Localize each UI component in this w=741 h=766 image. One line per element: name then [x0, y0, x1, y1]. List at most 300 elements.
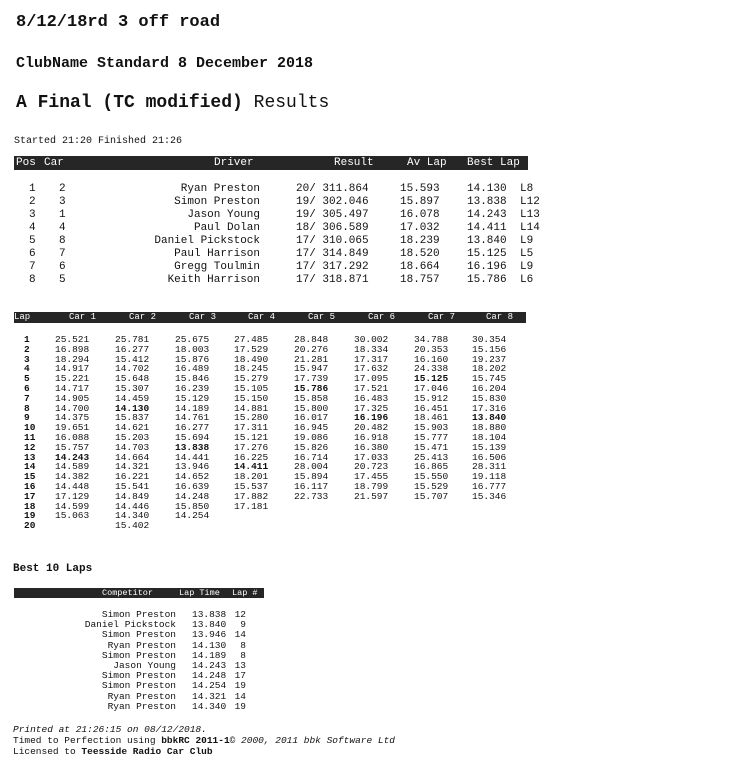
lap-time-cell: 15.903: [414, 422, 449, 434]
lap-time-cell: 18.799: [354, 480, 389, 492]
result-driver: Keith Harrison: [167, 274, 260, 286]
lap-time-cell: 14.761: [175, 412, 210, 424]
lap-time-cell: 16.221: [115, 471, 150, 483]
result-row: [14, 248, 554, 260]
result-avlap: 15.897: [400, 196, 440, 208]
lap-time-cell: 18.294: [55, 353, 90, 365]
result-driver: Ryan Preston: [180, 183, 260, 195]
lap-time-cell: 15.402: [115, 520, 150, 532]
result-avlap: 18.239: [400, 235, 440, 247]
lap-time-cell: 19.086: [294, 431, 329, 443]
lap-time-cell: 14.411: [234, 461, 269, 473]
lap-time-cell: 14.621: [115, 422, 150, 434]
licensed-prefix: Licensed to: [13, 746, 82, 757]
lap-time-cell: 16.506: [472, 451, 507, 463]
lap-number: 3: [24, 353, 30, 365]
lap-time-cell: 15.707: [414, 490, 449, 502]
results-word: Results: [253, 93, 330, 113]
results-header-bar: [14, 156, 528, 170]
best10-row: [14, 640, 264, 650]
result-driver: Gregg Toulmin: [174, 261, 260, 273]
lap-time-cell: 17.882: [234, 490, 269, 502]
col-result: Result: [334, 157, 374, 169]
result-best-lapno: L9: [520, 261, 534, 273]
col-car: Car: [44, 157, 64, 169]
result-total: 19/ 302.046: [296, 196, 369, 208]
lap-time-cell: 15.846: [175, 373, 210, 385]
lap-time-cell: 13.838: [175, 441, 210, 453]
best10-row: [14, 629, 264, 639]
lap-time-cell: 18.104: [472, 431, 507, 443]
result-avlap: 15.593: [400, 183, 440, 195]
lap-time-cell: 15.105: [234, 382, 269, 394]
result-best: 13.840: [467, 235, 507, 247]
best10-time: 14.254: [192, 680, 227, 692]
best10-time: 14.321: [192, 690, 227, 702]
result-car: 5: [59, 274, 66, 286]
lap-time-cell: 16.918: [354, 431, 389, 443]
lap-time-cell: 25.781: [115, 334, 150, 345]
lap-time-cell: 17.317: [354, 353, 389, 365]
lap-number: 20: [24, 520, 36, 532]
best10-time: 13.838: [192, 609, 227, 620]
lap-time-cell: 14.599: [55, 500, 90, 512]
lap-time-cell: 16.945: [294, 422, 329, 434]
lap-number: 6: [24, 382, 30, 394]
car3-lap-column: [175, 335, 209, 521]
lap-time-cell: 14.248: [175, 490, 210, 502]
event-title: 8/12/18rd 3 off road: [16, 13, 221, 32]
lap-time-cell: 18.334: [354, 343, 389, 355]
lap-time-cell: 22.733: [294, 490, 329, 502]
lap-time-cell: 20.276: [294, 343, 329, 355]
lap-time-cell: 15.912: [414, 392, 449, 404]
lap-time-cell: 18.245: [234, 363, 269, 375]
lap-time-cell: 15.837: [115, 412, 150, 424]
lap-number: 17: [24, 490, 36, 502]
best10-name: Ryan Preston: [107, 690, 176, 702]
best10-time: 14.189: [192, 649, 227, 661]
result-best: 16.196: [467, 261, 507, 273]
result-best: 13.838: [467, 196, 507, 208]
lap-time-cell: 14.459: [115, 392, 150, 404]
lap-time-cell: 24.338: [414, 363, 449, 375]
best10-row: [14, 691, 264, 701]
lap-time-cell: 16.451: [414, 402, 449, 414]
lap-number: 5: [24, 373, 30, 385]
lap-time-cell: 15.858: [294, 392, 329, 404]
result-row: [14, 183, 554, 195]
result-avlap: 18.757: [400, 274, 440, 286]
lap-time-cell: 19.237: [472, 353, 507, 365]
lap-time-cell: 17.033: [354, 451, 389, 463]
lap-number: 19: [24, 510, 36, 522]
best10-lap: 19: [234, 680, 246, 692]
lap-time-cell: 16.225: [234, 451, 269, 463]
lap-time-cell: 14.849: [115, 490, 150, 502]
car7-lap-column: [414, 335, 448, 502]
lap-number-column: [24, 335, 35, 531]
lap-number: 9: [24, 412, 30, 424]
lap-time-cell: 17.311: [234, 422, 269, 434]
result-driver: Simon Preston: [174, 196, 260, 208]
result-best-lapno: L5: [520, 248, 534, 260]
lap-time-cell: 14.717: [55, 382, 90, 394]
lap-time-cell: 18.003: [175, 343, 210, 355]
best10-name: Daniel Pickstock: [84, 619, 176, 631]
best10-lap: 17: [234, 670, 246, 682]
lap-time-cell: 18.490: [234, 353, 269, 365]
lap-time-cell: 15.150: [234, 392, 269, 404]
lap-time-cell: 18.201: [234, 471, 269, 483]
car5-header: Car 5: [308, 312, 336, 322]
lap-time-cell: 15.537: [234, 480, 269, 492]
lap-time-cell: 17.455: [354, 471, 389, 483]
best10-name: Ryan Preston: [107, 700, 176, 712]
best10-name: Ryan Preston: [107, 639, 176, 651]
start-finish-times: Started 21:20 Finished 21:26: [14, 136, 183, 147]
result-total: 18/ 306.589: [296, 222, 369, 234]
result-total: 17/ 318.871: [296, 274, 369, 286]
lap-time-cell: 14.881: [234, 402, 269, 414]
lap-time-cell: 14.375: [55, 412, 90, 424]
lap-time-cell: 15.471: [414, 441, 449, 453]
result-best-lapno: L14: [520, 222, 540, 234]
lap-time-cell: 15.279: [234, 373, 269, 385]
result-best: 15.125: [467, 248, 507, 260]
car1-lap-column: [55, 335, 89, 521]
best10-time: 13.946: [192, 629, 227, 641]
lap-number: 4: [24, 363, 30, 375]
lap-time-cell: 16.639: [175, 480, 210, 492]
lap-time-cell: 14.340: [115, 510, 150, 522]
lap-time-cell: 20.482: [354, 422, 389, 434]
lap-time-cell: 20.723: [354, 461, 389, 473]
lap-time-cell: 15.894: [294, 471, 329, 483]
lap-time-cell: 16.160: [414, 353, 449, 365]
best10-col-laptime: Lap Time: [179, 588, 220, 598]
car1-header: Car 1: [69, 312, 97, 322]
result-pos: 1: [29, 183, 36, 195]
lap-time-cell: 15.529: [414, 480, 449, 492]
car7-header: Car 7: [428, 312, 456, 322]
col-pos: Pos: [16, 157, 36, 169]
lap-time-cell: 17.316: [472, 402, 507, 414]
timed-product: bbkRC 2011-1: [161, 735, 230, 746]
result-total: 17/ 310.065: [296, 235, 369, 247]
result-best: 14.130: [467, 183, 507, 195]
result-car: 7: [59, 248, 66, 260]
lap-time-cell: 15.694: [175, 431, 210, 443]
best10-col-competitor: Competitor: [102, 588, 154, 598]
result-best-lapno: L8: [520, 183, 534, 195]
lap-time-cell: 16.017: [294, 412, 329, 424]
lap-time-cell: 15.876: [175, 353, 210, 365]
lap-time-cell: 16.277: [115, 343, 150, 355]
lap-time-cell: 20.353: [414, 343, 449, 355]
result-best-lapno: L6: [520, 274, 534, 286]
final-heading: [16, 93, 329, 113]
lap-time-cell: 15.280: [234, 412, 269, 424]
lap-number: 11: [24, 431, 36, 443]
best10-time: 14.243: [192, 660, 227, 671]
lap-time-cell: 14.448: [55, 480, 90, 492]
lap-time-cell: 13.946: [175, 461, 210, 473]
car8-header: Car 8: [486, 312, 514, 322]
lap-time-cell: 16.714: [294, 451, 329, 463]
lap-number: 8: [24, 402, 30, 414]
best10-row: [14, 680, 264, 690]
lap-time-cell: 16.865: [414, 461, 449, 473]
lap-time-cell: 27.485: [234, 334, 269, 345]
lap-time-cell: 25.675: [175, 334, 210, 345]
best10-name: Simon Preston: [101, 609, 176, 620]
licensed-club: Teesside Radio Car Club: [81, 746, 213, 757]
lap-time-cell: 15.830: [472, 392, 507, 404]
result-car: 6: [59, 261, 66, 273]
result-avlap: 18.664: [400, 261, 440, 273]
car3-header: Car 3: [189, 312, 217, 322]
result-row: [14, 196, 554, 208]
result-car: 8: [59, 235, 66, 247]
best10-name: Simon Preston: [101, 680, 176, 692]
lap-time-cell: 17.046: [414, 382, 449, 394]
result-row: [14, 222, 554, 234]
lap-time-cell: 14.441: [175, 451, 210, 463]
best10-lap: 14: [234, 629, 246, 641]
lap-time-cell: 14.446: [115, 500, 150, 512]
best10-row: [14, 650, 264, 660]
lap-time-cell: 15.550: [414, 471, 449, 483]
lap-time-cell: 15.121: [234, 431, 269, 443]
lap-number: 1: [24, 334, 30, 345]
lap-number: 2: [24, 343, 30, 355]
lap-time-cell: 17.325: [354, 402, 389, 414]
result-car: 2: [59, 183, 66, 195]
lap-col-header: Lap: [14, 312, 31, 322]
result-driver: Jason Young: [187, 209, 260, 221]
lap-time-cell: 16.277: [175, 422, 210, 434]
result-best-lapno: L9: [520, 235, 534, 247]
result-pos: 7: [29, 261, 36, 273]
result-driver: Paul Harrison: [174, 248, 260, 260]
lap-time-cell: 14.703: [115, 441, 150, 453]
best10-lap: 9: [240, 619, 246, 631]
result-driver: Paul Dolan: [193, 222, 260, 234]
best10-lap: 13: [234, 660, 246, 671]
col-bestlap: Best Lap: [467, 157, 520, 169]
lap-time-cell: 16.196: [354, 412, 389, 424]
result-row: [14, 235, 554, 247]
car2-lap-column: [115, 335, 149, 531]
lap-time-cell: 15.063: [55, 510, 90, 522]
result-best-lapno: L12: [520, 196, 540, 208]
result-car: 1: [59, 209, 66, 221]
lap-time-cell: 15.850: [175, 500, 210, 512]
lap-number: 15: [24, 471, 36, 483]
best10-time: 14.340: [192, 700, 227, 712]
timed-suffix: © 2000, 2011 bbk Software Ltd: [229, 735, 395, 746]
result-total: 17/ 314.849: [296, 248, 369, 260]
lap-time-cell: 28.004: [294, 461, 329, 473]
best10-lap: 12: [234, 609, 246, 620]
best10-lap: 8: [240, 649, 246, 661]
lap-time-cell: 16.117: [294, 480, 329, 492]
laps-header-bar: [14, 312, 526, 323]
lap-time-cell: 15.800: [294, 402, 329, 414]
lap-time-cell: 15.541: [115, 480, 150, 492]
lap-time-cell: 15.307: [115, 382, 150, 394]
lap-time-cell: 14.589: [55, 461, 90, 473]
lap-time-cell: 19.118: [472, 471, 507, 483]
lap-time-cell: 17.095: [354, 373, 389, 385]
best10-row: [14, 660, 264, 670]
lap-number: 7: [24, 392, 30, 404]
best10-col-lapnum: Lap #: [232, 588, 258, 598]
lap-time-cell: 18.202: [472, 363, 507, 375]
lap-number: 10: [24, 422, 36, 434]
best10-row: [14, 670, 264, 680]
car5-lap-column: [294, 335, 328, 502]
result-pos: 3: [29, 209, 36, 221]
lap-time-cell: 15.221: [55, 373, 90, 385]
lap-time-cell: 16.777: [472, 480, 507, 492]
final-title: A Final (TC modified): [16, 93, 243, 113]
lap-time-cell: 16.204: [472, 382, 507, 394]
lap-time-cell: 17.181: [234, 500, 269, 512]
best10-lap: 14: [234, 690, 246, 702]
lap-time-cell: 25.413: [414, 451, 449, 463]
car2-header: Car 2: [129, 312, 157, 322]
lap-time-cell: 14.700: [55, 402, 90, 414]
lap-time-cell: 28.311: [472, 461, 507, 473]
lap-time-cell: 14.652: [175, 471, 210, 483]
result-pos: 8: [29, 274, 36, 286]
result-row: [14, 274, 554, 286]
lap-time-cell: 18.880: [472, 422, 507, 434]
lap-time-cell: 15.156: [472, 343, 507, 355]
result-best: 15.786: [467, 274, 507, 286]
lap-time-cell: 19.651: [55, 422, 90, 434]
lap-time-cell: 17.129: [55, 490, 90, 502]
result-row: [14, 209, 554, 221]
best10-name: Simon Preston: [101, 629, 176, 641]
lap-time-cell: 28.848: [294, 334, 329, 345]
car4-lap-column: [234, 335, 268, 511]
lap-time-cell: 14.664: [115, 451, 150, 463]
lap-time-cell: 15.745: [472, 373, 507, 385]
result-car: 4: [59, 222, 66, 234]
lap-time-cell: 15.203: [115, 431, 150, 443]
lap-number: 16: [24, 480, 36, 492]
best10-lap: 8: [240, 639, 246, 651]
lap-time-cell: 15.947: [294, 363, 329, 375]
lap-time-cell: 16.898: [55, 343, 90, 355]
best10-name: Simon Preston: [101, 649, 176, 661]
col-avlap: Av Lap: [407, 157, 447, 169]
lap-time-cell: 15.826: [294, 441, 329, 453]
lap-time-cell: 17.276: [234, 441, 269, 453]
result-avlap: 17.032: [400, 222, 440, 234]
car6-lap-column: [354, 335, 388, 502]
lap-time-cell: 16.489: [175, 363, 210, 375]
result-total: 20/ 311.864: [296, 183, 369, 195]
lap-time-cell: 14.254: [175, 510, 210, 522]
lap-time-cell: 15.777: [414, 431, 449, 443]
best10-header-bar: [14, 588, 264, 598]
lap-time-cell: 18.461: [414, 412, 449, 424]
best10-lap: 19: [234, 700, 246, 712]
lap-time-cell: 17.739: [294, 373, 329, 385]
lap-time-cell: 15.139: [472, 441, 507, 453]
lap-time-cell: 15.786: [294, 382, 329, 394]
result-best-lapno: L13: [520, 209, 540, 221]
result-pos: 2: [29, 196, 36, 208]
lap-time-cell: 15.412: [115, 353, 150, 365]
car8-lap-column: [472, 335, 506, 502]
lap-time-cell: 17.529: [234, 343, 269, 355]
printed-text: Printed at 21:26:15 on 08/12/2018.: [13, 724, 207, 735]
lap-time-cell: 25.521: [55, 334, 90, 345]
lap-time-cell: 14.189: [175, 402, 210, 414]
lap-time-cell: 13.840: [472, 412, 507, 424]
lap-time-cell: 30.002: [354, 334, 389, 345]
lap-time-cell: 15.757: [55, 441, 90, 453]
lap-number: 14: [24, 461, 36, 473]
licensed-line: [13, 746, 213, 757]
result-total: 19/ 305.497: [296, 209, 369, 221]
lap-time-cell: 16.380: [354, 441, 389, 453]
best10-title: Best 10 Laps: [13, 563, 93, 575]
timed-line: [13, 735, 395, 746]
result-car: 3: [59, 196, 66, 208]
best10-time: 13.840: [192, 619, 227, 631]
lap-time-cell: 30.354: [472, 334, 507, 345]
club-title: ClubName Standard 8 December 2018: [16, 55, 314, 72]
lap-time-cell: 14.321: [115, 461, 150, 473]
result-best: 14.411: [467, 222, 507, 234]
col-driver: Driver: [214, 157, 254, 169]
lap-time-cell: 21.597: [354, 490, 389, 502]
lap-time-cell: 16.239: [175, 382, 210, 394]
best10-row: [14, 619, 264, 629]
lap-time-cell: 14.905: [55, 392, 90, 404]
lap-time-cell: 14.917: [55, 363, 90, 375]
result-avlap: 18.520: [400, 248, 440, 260]
timed-prefix: Timed to Perfection using: [13, 735, 162, 746]
result-pos: 6: [29, 248, 36, 260]
lap-number: 13: [24, 451, 36, 463]
result-row: [14, 261, 554, 273]
best10-name: Jason Young: [113, 660, 176, 671]
result-avlap: 16.078: [400, 209, 440, 221]
best10-row: [14, 701, 264, 711]
lap-time-cell: 15.125: [414, 373, 449, 385]
lap-time-cell: 14.243: [55, 451, 90, 463]
best10-time: 14.248: [192, 670, 227, 682]
result-best: 14.243: [467, 209, 507, 221]
lap-time-cell: 16.088: [55, 431, 90, 443]
lap-time-cell: 15.648: [115, 373, 150, 385]
lap-number: 12: [24, 441, 36, 453]
best10-row: [14, 609, 264, 619]
lap-time-cell: 15.346: [472, 490, 507, 502]
best10-name: Simon Preston: [101, 670, 176, 682]
lap-time-cell: 21.281: [294, 353, 329, 365]
result-pos: 5: [29, 235, 36, 247]
lap-time-cell: 15.129: [175, 392, 210, 404]
result-driver: Daniel Pickstock: [154, 235, 260, 247]
